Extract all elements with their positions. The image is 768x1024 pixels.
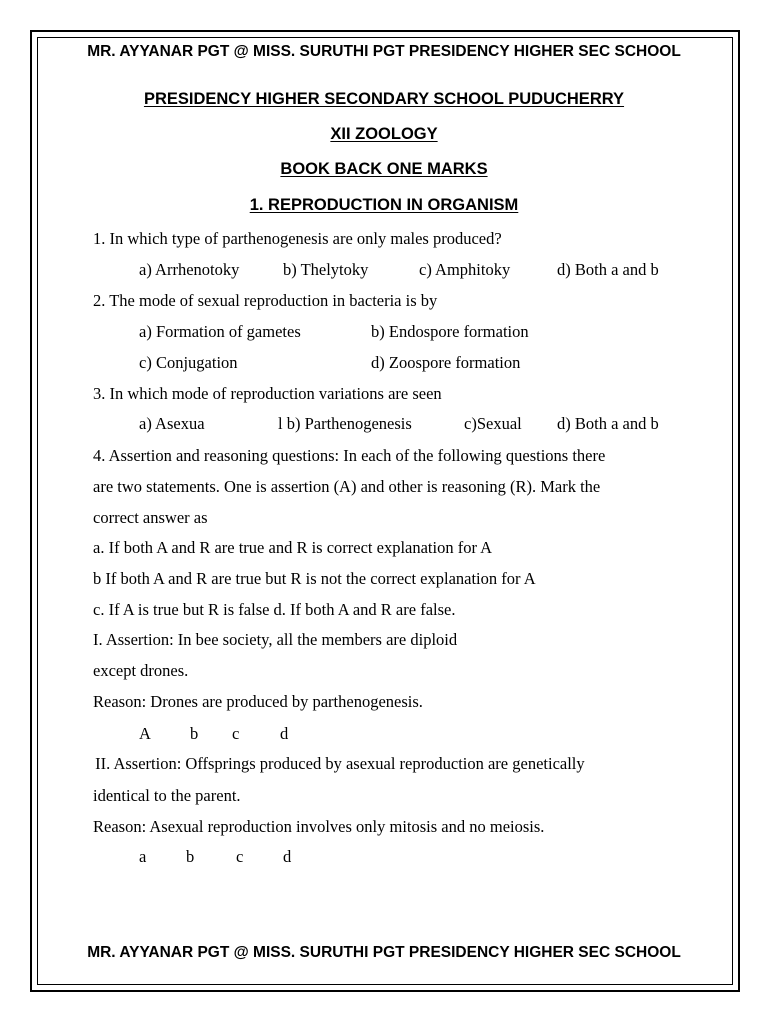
q4-part1-assertion-line-2: except drones. xyxy=(93,661,189,680)
q4-part2-assertion-line-2: identical to the parent. xyxy=(93,786,241,805)
page-header: MR. AYYANAR PGT @ MISS. SURUTHI PGT PRESIDENCY HIGHER SEC SCHOOL xyxy=(87,43,681,60)
q2-option-d: d) Zoospore formation xyxy=(371,353,521,372)
q4-part1-option-d: d xyxy=(280,724,289,743)
q4-choice-b: b If both A and R are true but R is not the correct explanation for A xyxy=(93,569,536,588)
page-footer: MR. AYYANAR PGT @ MISS. SURUTHI PGT PRESIDENCY HIGHER SEC SCHOOL xyxy=(87,944,681,961)
q4-part1-option-a: A xyxy=(139,724,151,743)
q4-part2-option-c: c xyxy=(236,847,244,866)
q4-part2-assertion-line-1: II. Assertion: Offsprings produced by asexual reproduction are genetically xyxy=(91,754,585,773)
subject-title: XII ZOOLOGY xyxy=(330,125,438,143)
q4-part2-option-d: d xyxy=(283,847,292,866)
school-title: PRESIDENCY HIGHER SECONDARY SCHOOL PUDUCHERRY xyxy=(143,90,625,108)
question-2: 2. The mode of sexual reproduction in bacteria is by xyxy=(93,291,438,310)
q1-option-a: a) Arrhenotoky xyxy=(139,260,240,279)
q4-choice-a: a. If both A and R are true and R is correct explanation for A xyxy=(93,538,493,557)
q4-intro-line-3: correct answer as xyxy=(93,508,208,527)
section-title: BOOK BACK ONE MARKS xyxy=(280,160,488,178)
q1-option-b: b) Thelytoky xyxy=(283,260,369,279)
q3-option-b: l b) Parthenogenesis xyxy=(278,414,412,433)
q4-part2-reason: Reason: Asexual reproduction involves only mitosis and no meiosis. xyxy=(93,817,545,836)
q3-option-d: d) Both a and b xyxy=(557,414,659,433)
q4-part2-option-b: b xyxy=(186,847,195,866)
question-1: 1. In which type of parthenogenesis are only males produced? xyxy=(93,229,502,248)
q3-option-a: a) Asexua xyxy=(139,414,205,433)
q4-intro-line-1: 4. Assertion and reasoning questions: In each of the following questions there xyxy=(93,446,606,465)
q3-option-c: c)Sexual xyxy=(464,414,522,433)
q4-intro-line-2: are two statements. One is assertion (A) and other is reasoning (R). Mark the xyxy=(93,477,601,496)
q4-part2-option-a: a xyxy=(139,847,147,866)
q4-part1-reason: Reason: Drones are produced by parthenogenesis. xyxy=(93,692,423,711)
chapter-title: 1. REPRODUCTION IN ORGANISM xyxy=(249,196,519,214)
q2-option-c: c) Conjugation xyxy=(139,353,238,372)
q1-option-c: c) Amphitoky xyxy=(419,260,511,279)
q2-option-b: b) Endospore formation xyxy=(371,322,529,341)
q4-part1-option-b: b xyxy=(190,724,199,743)
q1-option-d: d) Both a and b xyxy=(557,260,659,279)
question-3: 3. In which mode of reproduction variations are seen xyxy=(93,384,442,403)
q4-part1-assertion-line-1: I. Assertion: In bee society, all the members are diploid xyxy=(93,630,458,649)
q2-option-a: a) Formation of gametes xyxy=(139,322,301,341)
q4-choice-c-d: c. If A is true but R is false d. If both A and R are false. xyxy=(93,600,456,619)
q4-part1-option-c: c xyxy=(232,724,240,743)
